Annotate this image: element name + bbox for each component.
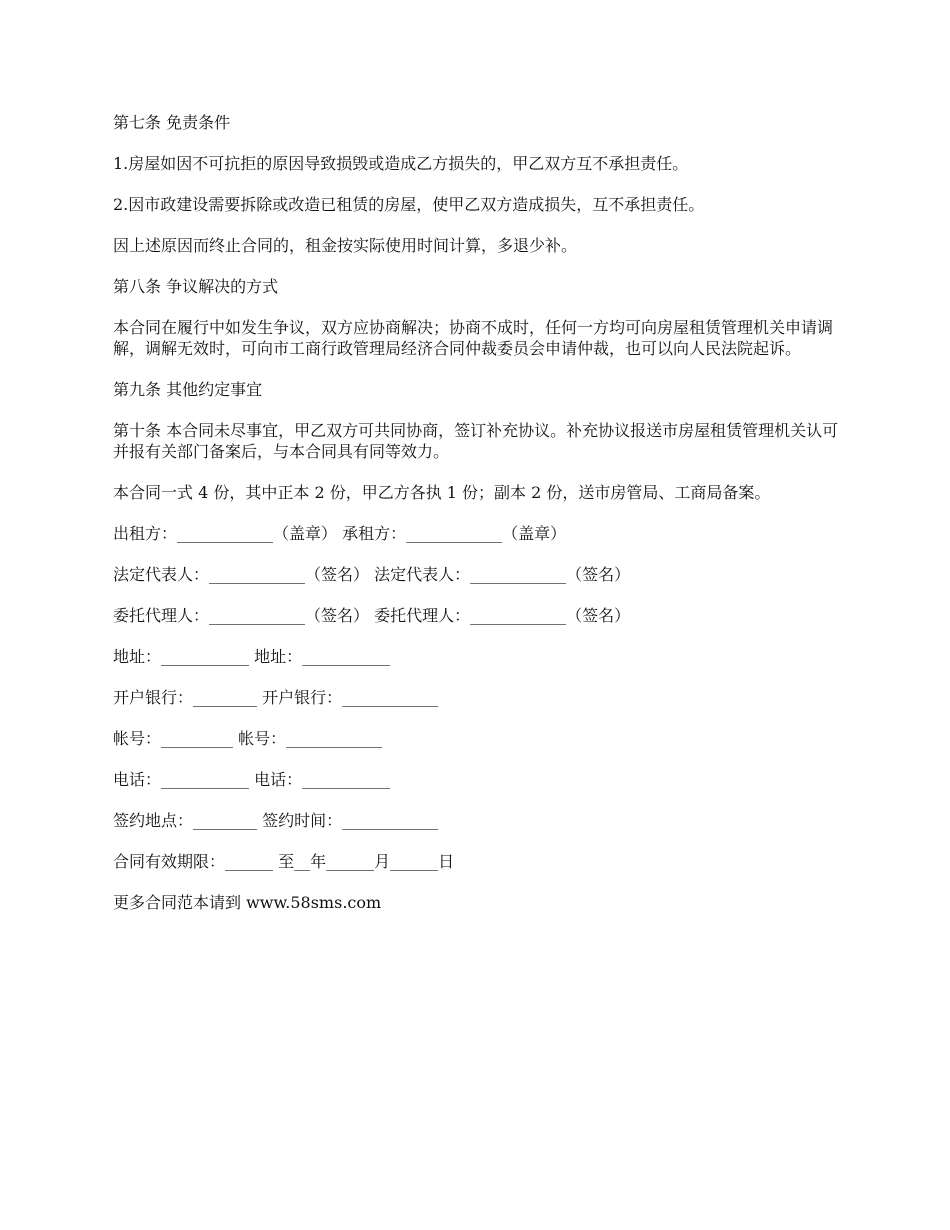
- signing-place-time-line: 签约地点：________ 签约时间：____________: [113, 811, 439, 830]
- phone-line: 电话：___________ 电话：___________: [113, 770, 391, 789]
- copies-statement: 本合同一式 4 份，其中正本 2 份，甲乙方各执 1 份；副本 2 份，送市房管局、工商局备案。: [113, 483, 771, 502]
- article-10-text: 第十条 本合同未尽事宜，甲乙双方可共同协商，签订补充协议。补充协议报送市房屋租赁管理机关认可并报有关部门备案后，与本合同具有同等效力。: [113, 421, 839, 461]
- article-7-heading: 第七条 免责条件: [113, 113, 231, 132]
- account-line: 帐号：_________ 帐号：____________: [113, 729, 383, 748]
- lessor-lessee-line: 出租方：____________（盖章） 承租方：____________（盖章）: [113, 524, 567, 543]
- article-7-clause-2: 2.因市政建设需要拆除或改造已租赁的房屋，使甲乙双方造成损失，互不承担责任。: [113, 195, 705, 214]
- footer-link-text: 更多合同范本请到 www.58sms.com: [113, 893, 382, 912]
- article-9-heading: 第九条 其他约定事宜: [113, 380, 263, 399]
- article-7-note: 因上述原因而终止合同的，租金按实际使用时间计算，多退少补。: [113, 236, 578, 255]
- article-8-text: 本合同在履行中如发生争议，双方应协商解决；协商不成时，任何一方均可向房屋租赁管理机关申请调解，调解无效时，可向市工商行政管理局经济合同仲裁委员会申请仲裁，也可以向人民法院起诉。: [113, 318, 834, 358]
- validity-period-line: 合同有效期限：______ 至__年______月______日: [113, 852, 455, 871]
- authorized-agent-line: 委托代理人：____________（签名） 委托代理人：____________（签名）: [113, 606, 631, 625]
- article-7-clause-1: 1.房屋如因不可抗拒的原因导致损毁或造成乙方损失的，甲乙双方互不承担责任。: [113, 154, 689, 173]
- contract-body: [113, 112, 843, 933]
- legal-representative-line: 法定代表人：____________（签名） 法定代表人：____________（签名）: [113, 565, 631, 584]
- address-line: 地址：___________ 地址：___________: [113, 647, 391, 666]
- bank-line: 开户银行：________ 开户银行：____________: [113, 688, 439, 707]
- article-8-heading: 第八条 争议解决的方式: [113, 277, 279, 296]
